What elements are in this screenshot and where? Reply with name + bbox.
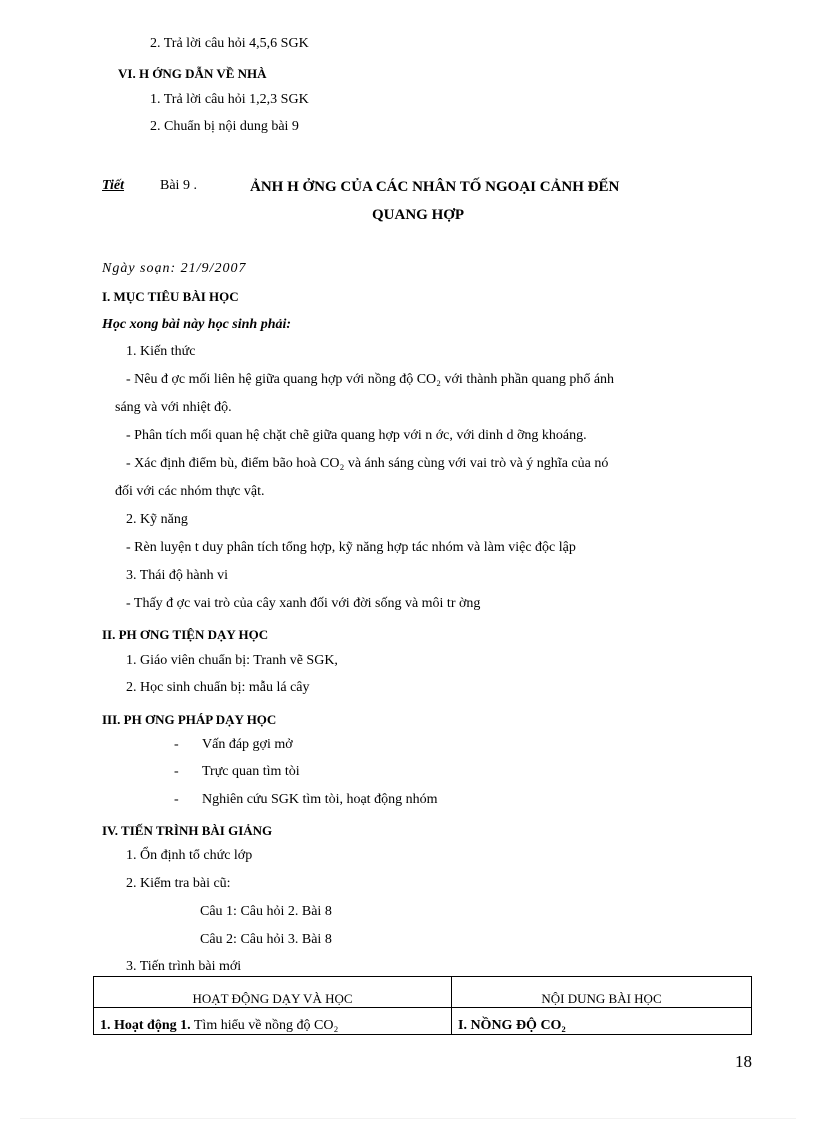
text-line: Câu 1: Câu hỏi 2. Bài 8 <box>200 904 332 919</box>
objective-intro: Học xong bài này học sinh phải: <box>102 317 292 332</box>
lesson-number: Bài 9 . <box>160 178 197 193</box>
lesson-table <box>93 976 752 1035</box>
text-line: sáng và với nhiệt độ. <box>115 400 232 415</box>
bullet: - <box>174 737 179 752</box>
list-item-text: Nghiên cứu SGK tìm tòi, hoạt động nhóm <box>202 792 438 807</box>
text-line: 1. Ổn định tổ chức lớp <box>126 848 253 863</box>
list-item-text: Trực quan tìm tòi <box>202 764 300 779</box>
list-item <box>174 762 300 782</box>
table-cell: I. NỒNG ĐỘ CO₂ <box>452 1008 752 1035</box>
text-line: - Rèn luyện t duy phân tích tổng hợp, kỹ năng hợp tác nhóm và làm việc độc lập <box>126 540 576 555</box>
list-item <box>174 735 293 755</box>
text-line: - Nêu đ ợc mối liên hệ giữa quang hợp với nồng độ CO₂ với thành phần quang phổ ánh <box>126 372 615 387</box>
bullet: - <box>174 792 179 807</box>
section-heading: I. MỤC TIÊU BÀI HỌC <box>102 289 239 304</box>
text-line: 3. Tiến trình bài mới <box>126 959 242 974</box>
lesson-label: Tiết <box>102 178 125 193</box>
text-line: đối với các nhóm thực vật. <box>115 484 265 499</box>
bullet: - <box>174 764 179 779</box>
text-line: 3. Thái độ hành vi <box>126 568 229 583</box>
lesson-title-line-2: QUANG HỢP <box>372 207 465 223</box>
text-line: 2. Trả lời câu hỏi 4,5,6 SGK <box>150 36 309 51</box>
table-row <box>94 1008 752 1035</box>
table-cell <box>94 1008 452 1035</box>
activity-label: 1. Hoạt động 1. <box>100 1018 191 1033</box>
table-header-cell: NỘI DUNG BÀI HỌC <box>452 977 752 1008</box>
table-header-row <box>94 977 752 1008</box>
prep-date: Ngày soạn: 21/9/2007 <box>102 261 247 276</box>
activity-text: Tìm hiểu về nồng độ CO₂ <box>190 1018 339 1033</box>
text-line: 1. Kiến thức <box>126 344 196 359</box>
text-line: - Xác định điểm bù, điểm bão hoà CO₂ và ánh sáng cùng với vai trò và ý nghĩa của nó <box>126 456 609 471</box>
text-line: 1. Giáo viên chuẩn bị: Tranh vẽ SGK, <box>126 653 338 668</box>
page-divider <box>20 1118 796 1119</box>
list-item <box>174 790 437 810</box>
text-line: 1. Trả lời câu hỏi 1,2,3 SGK <box>150 92 309 107</box>
text-line: Câu 2: Câu hỏi 3. Bài 8 <box>200 932 332 947</box>
text-line: 2. Chuẩn bị nội dung bài 9 <box>150 119 299 134</box>
list-item-text: Vấn đáp gợi mở <box>202 737 293 752</box>
text-line: 2. Kiểm tra bài cũ: <box>126 876 231 891</box>
text-line: - Thấy đ ợc vai trò của cây xanh đối với đời sống và môi tr ờng <box>126 596 481 611</box>
lesson-title-line-1: ẢNH H ỞNG CỦA CÁC NHÂN TỐ NGOẠI CẢNH ĐẾN <box>250 179 620 195</box>
table-header-cell: HOẠT ĐỘNG DẠY VÀ HỌC <box>94 977 452 1008</box>
text-line: 2. Học sinh chuẩn bị: mẫu lá cây <box>126 680 310 695</box>
section-heading: III. PH ƠNG PHÁP DẠY HỌC <box>102 712 277 727</box>
section-heading: IV. TIẾN TRÌNH BÀI GIẢNG <box>102 823 273 838</box>
text-line: - Phân tích mối quan hệ chặt chẽ giữa quang hợp với n ớc, với dinh d ỡng khoáng. <box>126 428 587 443</box>
section-heading: II. PH ƠNG TIỆN DẠY HỌC <box>102 627 269 642</box>
section-heading: VI. H ỚNG DẪN VỀ NHÀ <box>118 66 267 81</box>
text-line: 2. Kỹ năng <box>126 512 188 527</box>
page-number: 18 <box>735 1052 752 1071</box>
